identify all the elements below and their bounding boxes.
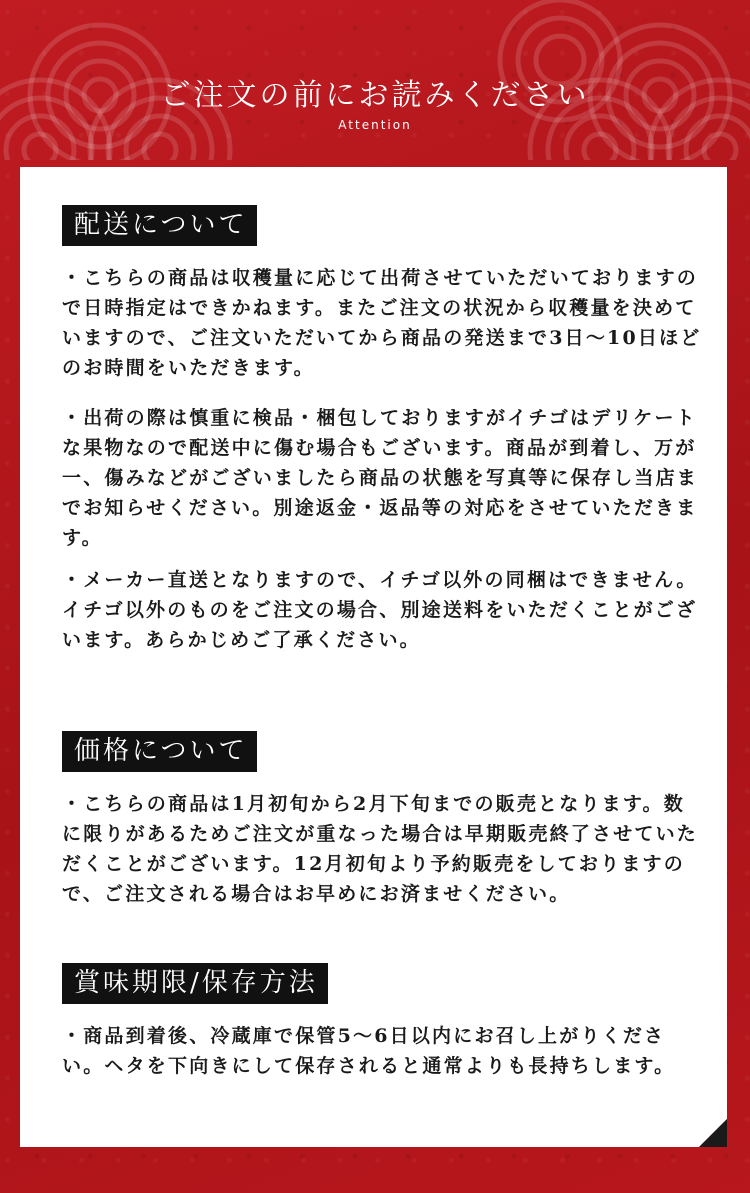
price-section bbox=[62, 731, 702, 909]
page-fold-shadow bbox=[699, 1119, 727, 1147]
price-heading: 価格について bbox=[62, 731, 257, 772]
shipping-heading: 配送について bbox=[62, 205, 257, 246]
shipping-section bbox=[62, 205, 702, 655]
price-paragraph: ・こちらの商品は1月初旬から2月下旬までの販売となります。数に限りがあるためご注文が重なった場合は早期販売終了させていただくことがございます。12月初旬より予約販売をしておりますので、ご注文される場合はお早めにお済ませください。 bbox=[62, 793, 699, 905]
shipping-paragraph-3: ・メーカー直送となりますので、イチゴ以外の同梱はできません。イチゴ以外のものをご注文の場合、別途送料をいただくことがございます。あらかじめご了承ください。 bbox=[62, 569, 698, 651]
shipping-paragraph-1: ・こちらの商品は収穫量に応じて出荷させていただいておりますので日時指定はできかねます。またご注文の状況から収穫量を決めていますので、ご注文いただいてから商品の発送まで3日〜10日ほどのお時間をいただきます。 bbox=[62, 267, 702, 379]
storage-paragraph: ・商品到着後、冷蔵庫で保管5〜6日以内にお召し上がりください。ヘタを下向きにして保存されると通常よりも長持ちします。 bbox=[62, 1025, 676, 1077]
page-subtitle: Attention bbox=[338, 118, 412, 132]
storage-heading: 賞味期限/保存方法 bbox=[62, 963, 328, 1004]
notice-card bbox=[20, 167, 727, 1147]
page-header bbox=[0, 70, 750, 132]
shipping-paragraph-2: ・出荷の際は慎重に検品・梱包しておりますがイチゴはデリケートな果物なので配送中に傷む場合もございます。商品が到着し、万が一、傷みなどがございましたら商品の状態を写真等に保存し当店までお知らせください。別途返金・返品等の対応をさせていただきます。 bbox=[62, 407, 699, 549]
storage-section bbox=[62, 963, 702, 1081]
page-title: ご注文の前にお読みください bbox=[160, 78, 590, 113]
